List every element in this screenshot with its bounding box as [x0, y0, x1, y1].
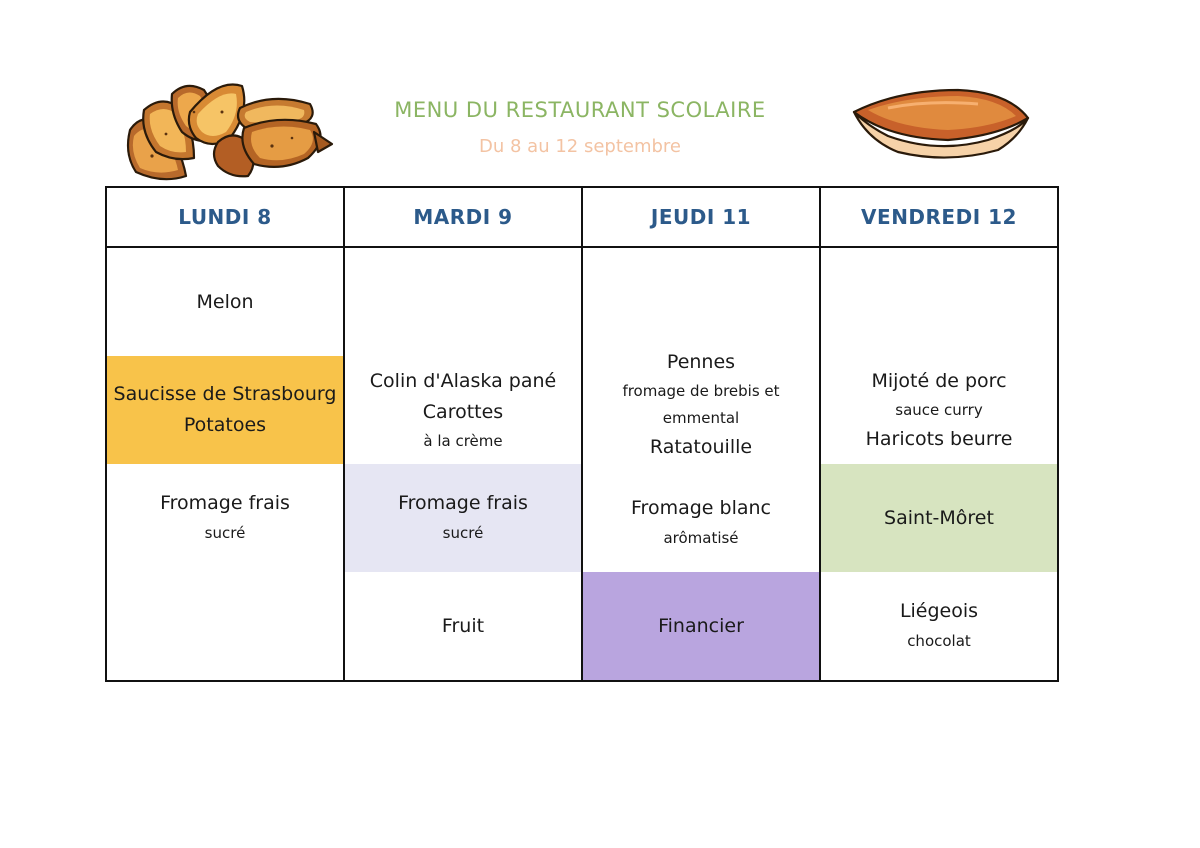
main-course-cell — [107, 356, 343, 464]
dairy: Fromage frais — [398, 492, 528, 514]
side-note: à la crème — [423, 431, 503, 450]
main-dish: Colin d'Alaska pané — [369, 369, 557, 392]
dairy-note: arômatisé — [663, 529, 739, 547]
day-header: JEUDI 11 — [583, 188, 819, 248]
main-course-cell — [345, 356, 581, 464]
main-course-cell — [821, 356, 1057, 464]
main-note: emmental — [662, 409, 740, 427]
dessert-cell — [345, 572, 581, 680]
main-dish: Mijoté de porc — [871, 369, 1007, 392]
dessert-note: chocolat — [907, 632, 971, 650]
dairy-note: sucré — [204, 524, 246, 542]
side-dish: Potatoes — [183, 414, 267, 436]
day-header: VENDREDI 12 — [821, 188, 1057, 248]
dairy-cell — [107, 464, 343, 572]
day-column-vendredi — [821, 188, 1057, 680]
side-dish: Haricots beurre — [865, 427, 1013, 450]
tartlet-icon — [848, 82, 1033, 162]
dessert: Liégeois — [899, 600, 979, 622]
main-note: sauce curry — [895, 400, 983, 419]
menu-date-range: Du 8 au 12 septembre — [479, 136, 681, 157]
dairy-note: sucré — [442, 524, 484, 542]
dessert: Fruit — [441, 614, 485, 637]
day-column-lundi — [107, 188, 345, 680]
weekly-menu-table — [105, 186, 1059, 682]
dairy-cell — [821, 464, 1057, 572]
main-course-cell — [583, 336, 819, 474]
day-column-jeudi — [583, 188, 821, 680]
dessert-cell — [821, 572, 1057, 680]
dairy-cell — [583, 474, 819, 572]
day-header: MARDI 9 — [345, 188, 581, 248]
day-header: LUNDI 8 — [107, 188, 343, 248]
menu-title: MENU DU RESTAURANT SCOLAIRE — [394, 98, 766, 122]
dairy: Fromage frais — [160, 492, 290, 514]
dairy: Fromage blanc — [631, 497, 771, 519]
dessert: Financier — [658, 614, 744, 637]
day-column-mardi — [345, 188, 583, 680]
potato-wedges-icon — [122, 72, 337, 190]
dessert-cell — [583, 572, 819, 680]
main-dish: Pennes — [666, 351, 736, 373]
side-dish: Ratatouille — [649, 436, 753, 458]
dairy-cell — [345, 464, 581, 572]
main-dish: Saucisse de Strasbourg — [113, 383, 337, 405]
main-note: fromage de brebis et — [622, 382, 780, 400]
side-dish: Carottes — [422, 400, 504, 423]
starter: Melon — [196, 290, 254, 313]
dairy: Saint-Môret — [884, 506, 994, 529]
starter-cell — [107, 248, 343, 356]
